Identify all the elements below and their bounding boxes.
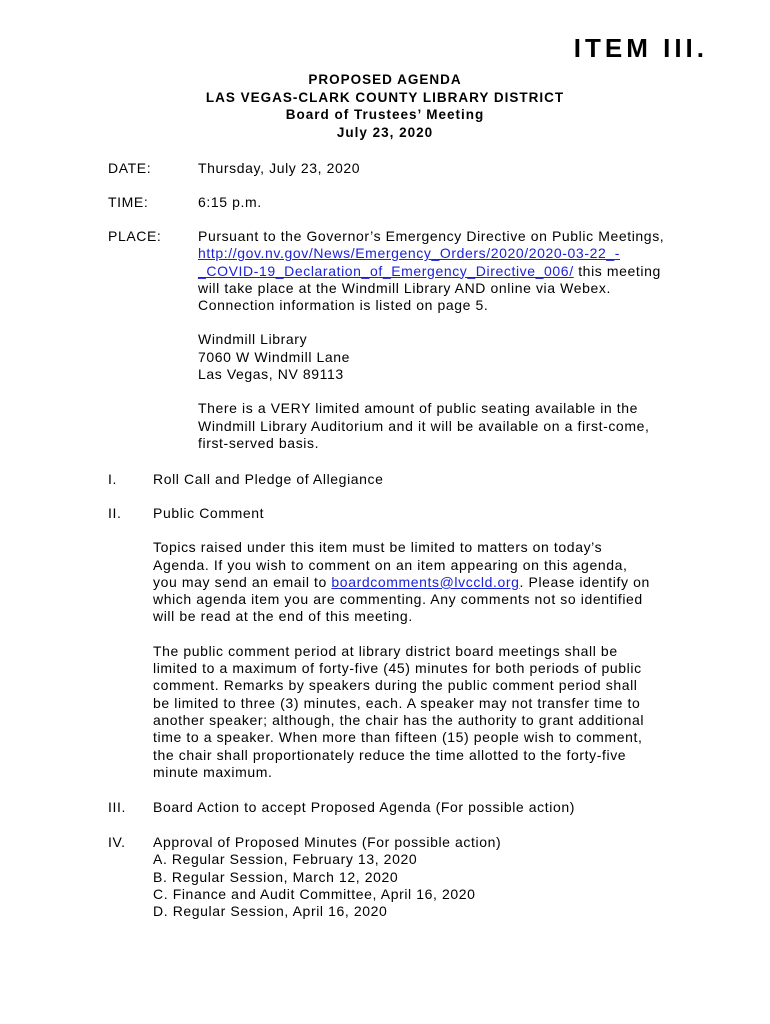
instruction-line: Agenda. If you wish to comment on an item appearing on this agenda, [153, 556, 628, 573]
board-comments-email-link[interactable]: boardcomments@lvccld.org [331, 573, 520, 590]
date-label: DATE: [108, 160, 152, 176]
library-name: Windmill Library [198, 331, 308, 348]
directive-link-line1 [198, 245, 688, 262]
agenda-numeral: IV. [108, 834, 126, 850]
header-meeting: Board of Trustees’ Meeting [285, 107, 485, 122]
agenda-title: Approval of Proposed Minutes (For possible action) [153, 834, 502, 850]
after-link-text: this meeting [573, 262, 661, 279]
rules-line: limited to a maximum of forty-five (45) minutes for both periods of public [153, 660, 642, 677]
rules-line: The public comment period at library district board meetings shall be [153, 642, 618, 659]
agenda-title: Board Action to accept Proposed Agenda (For possible action) [153, 799, 576, 815]
directive-link-line2 [198, 263, 688, 280]
directive-link-part1[interactable]: http://gov.nv.gov/News/Emergency_Orders/2020/2020-03-22_- [198, 245, 621, 262]
agenda-item-4-content [153, 834, 688, 920]
place-directive-paragraph [198, 228, 688, 314]
seating-paragraph [198, 400, 688, 452]
place-line5: Connection information is listed on page 5. [198, 297, 489, 314]
seating-line1: There is a VERY limited amount of public seating available in the [198, 400, 639, 417]
place-intro: Pursuant to the Governor’s Emergency Directive on Public Meetings, [198, 228, 665, 244]
agenda-numeral: I. [108, 471, 117, 487]
place-content [198, 228, 688, 452]
public-comment-instructions [153, 539, 688, 625]
library-street: 7060 W Windmill Lane [198, 348, 351, 365]
place-label: PLACE: [108, 228, 162, 244]
agenda-numeral: III. [108, 799, 126, 815]
instruction-line: will be read at the end of this meeting. [153, 608, 413, 625]
item-number: ITEM III. [573, 33, 708, 63]
email-prefix-text: you may send an email to [153, 573, 332, 590]
agenda-header [0, 71, 770, 141]
instruction-line: Topics raised under this item must be limited to matters on today’s [153, 539, 603, 556]
minutes-item-a: A. Regular Session, February 13, 2020 [153, 851, 418, 868]
minutes-item-b: B. Regular Session, March 12, 2020 [153, 868, 399, 885]
time-value: 6:15 p.m. [198, 194, 262, 210]
library-city: Las Vegas, NV 89113 [198, 366, 344, 383]
minutes-item-c: C. Finance and Audit Committee, April 16, 2020 [153, 885, 476, 902]
rules-line: be limited to three (3) minutes, each. A speaker may not transfer time to [153, 694, 641, 711]
header-title: PROPOSED AGENDA [308, 72, 462, 87]
agenda-title [153, 505, 688, 522]
email-suffix-text: . Please identify on [519, 573, 650, 590]
instruction-line: which agenda item you are commenting. Any comments not so identified [153, 591, 643, 608]
directive-link-part2[interactable]: _COVID-19_Declaration_of_Emergency_Directive_006/ [198, 262, 574, 279]
rules-line: minute maximum. [153, 763, 273, 780]
header-organization: LAS VEGAS-CLARK COUNTY LIBRARY DISTRICT [205, 89, 565, 105]
rules-line: the chair shall proportionately reduce the time allotted to the forty-five [153, 746, 627, 763]
time-label: TIME: [108, 194, 149, 210]
minutes-item-d: D. Regular Session, April 16, 2020 [153, 903, 388, 920]
header-date: July 23, 2020 [336, 124, 434, 140]
agenda-item-2-content [153, 505, 688, 781]
place-line4: will take place at the Windmill Library AND online via Webex. [198, 279, 611, 296]
agenda-title: Roll Call and Pledge of Allegiance [153, 471, 384, 487]
date-value: Thursday, July 23, 2020 [198, 160, 361, 176]
library-address [198, 331, 688, 383]
public-comment-rules [153, 643, 688, 781]
seating-line2: Windmill Library Auditorium and it will be available on a first-come, [198, 417, 650, 434]
rules-line: another speaker; although, the chair has the authority to grant additional [153, 711, 645, 728]
rules-line: time to a speaker. When more than fifteen (15) people wish to comment, [153, 729, 643, 746]
rules-line: comment. Remarks by speakers during the public comment period shall [153, 677, 638, 694]
agenda-numeral: II. [108, 505, 122, 521]
seating-line3: first-served basis. [198, 434, 320, 451]
public-comment-title: Public Comment [153, 505, 265, 521]
instruction-line [153, 574, 688, 591]
